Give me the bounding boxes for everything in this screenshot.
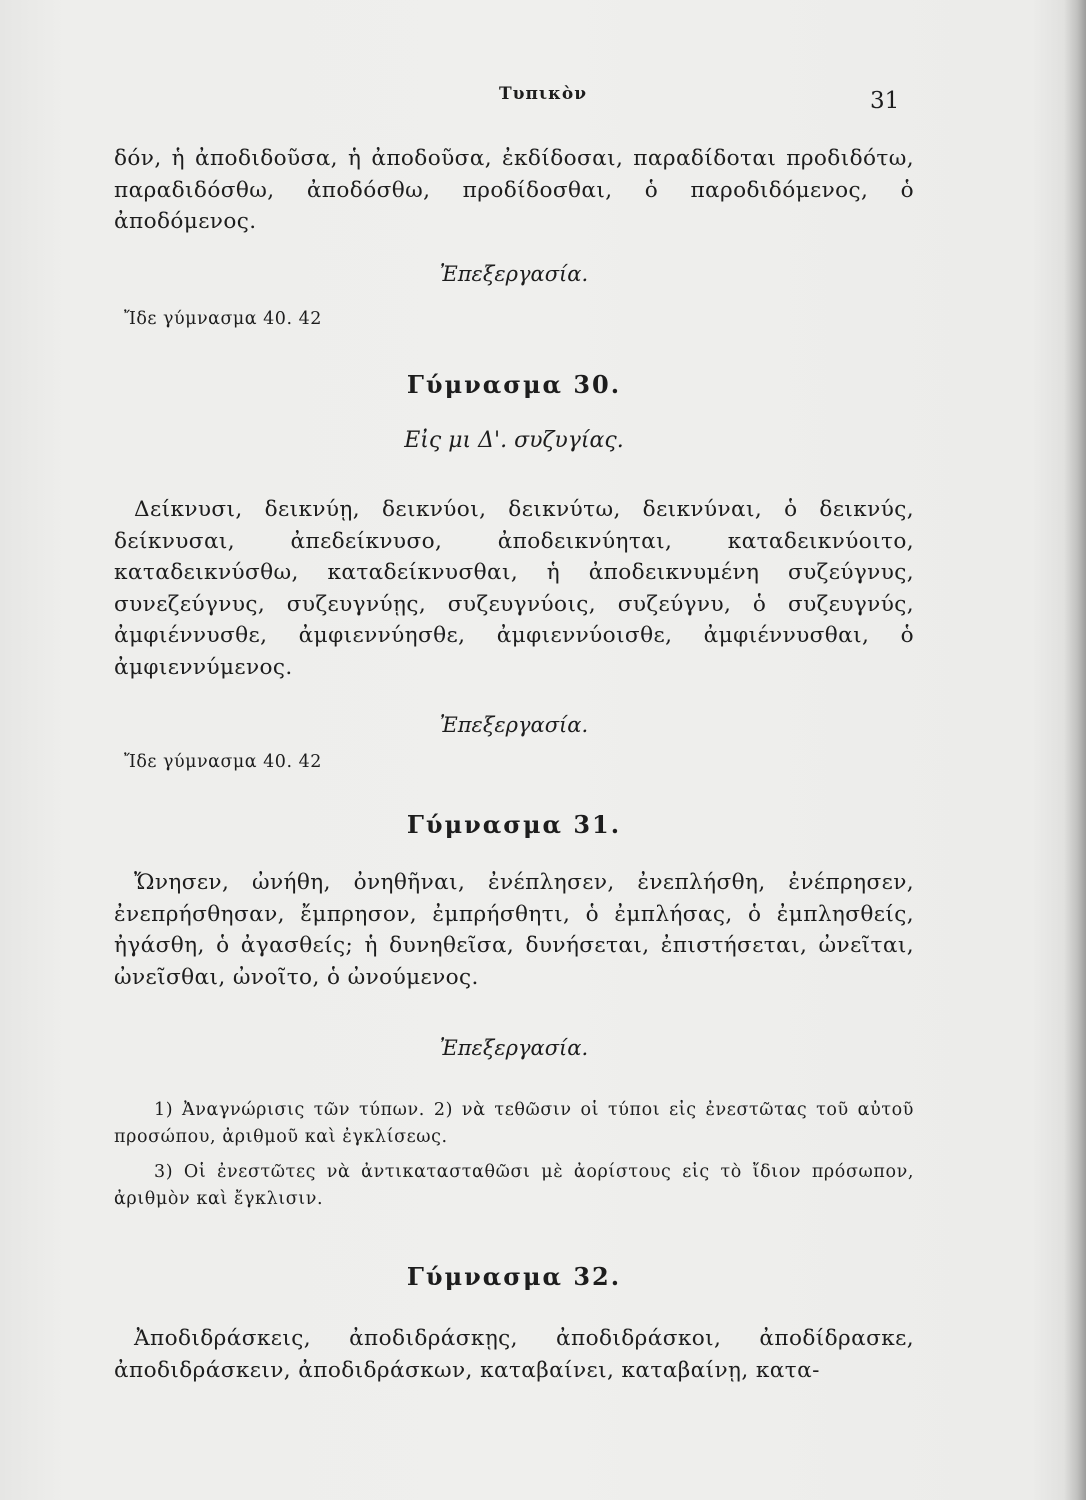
section-body: Δείκνυσι, δεικνύῃ, δεικνύοι, δεικνύτω, δεικνύναι, ὁ δεικνύς, δείκνυσαι, ἀπεδείκνυσο, ἀποδεικνύηται, καταδεικνύοιτο, καταδεικνύσθω, καταδείκνυσθαι, ἡ ἀποδεικνυμένη συζεύγνυς, συνεζεύγνυς, συζευγνύῃς, συζευγνύοις, συζεύγνυ, ὁ συζευγνύς, ἀμφιέννυσθε, ἀμφιεννύησθε, ἀμφιεννύοισθε, ἀμφιέννυσθαι, ὁ ἀμφιεννύμενος. xyxy=(114,497,914,680)
section-32-body-block xyxy=(114,1323,914,1386)
page-number: 31 xyxy=(870,88,900,114)
exercise-title: Ἐπεξεργασία. xyxy=(439,713,589,737)
section-30 xyxy=(114,370,914,399)
section-31-exercise xyxy=(114,1036,914,1060)
section-heading: Γύμνασμα 30. xyxy=(406,370,622,399)
section-heading: Γύμνασμα 31. xyxy=(406,810,622,839)
section-30-body-block xyxy=(114,494,914,683)
section-body: Ἀποδιδράσκεις, ἀποδιδράσκῃς, ἀποδιδράσκοι, ἀποδίδρασκε, ἀποδιδράσκειν, ἀποδιδράσκων, καταβαίνει, καταβαίνῃ, κατα- xyxy=(114,1326,914,1383)
section-30-subtitle-block xyxy=(114,428,914,453)
section-heading: Γύμνασμα 32. xyxy=(406,1262,622,1291)
exercise-note: 1) Ἀναγνώρισις τῶν τύπων. 2) νὰ τεθῶσιν οἱ τύποι εἰς ἐνεστῶτας τοῦ αὐτοῦ προσώπου, ἀριθμοῦ καὶ ἐγκλίσεως. xyxy=(114,1100,914,1147)
see-reference-text: Ἴδε γύμνασμα 40. 42 xyxy=(124,309,322,329)
section-30-see-reference xyxy=(114,752,914,772)
section-31-body-block xyxy=(114,867,914,993)
section-subtitle: Εἰς μι Δ'. συζυγίας. xyxy=(404,428,624,453)
exercise-title: Ἐπεξεργασία. xyxy=(439,262,589,286)
section-30-exercise xyxy=(114,713,914,737)
exercise-block-1 xyxy=(114,262,914,286)
section-31 xyxy=(114,810,914,839)
exercise-note: 3) Οἱ ἐνεστῶτες νὰ ἀντικατασταθῶσι μὲ ἀορίστους εἰς τὸ ἴδιον πρόσωπον, ἀριθμὸν καὶ ἔγκλισιν. xyxy=(114,1162,914,1209)
see-reference-text: Ἴδε γύμνασμα 40. 42 xyxy=(124,752,322,772)
page-edge-shadow xyxy=(1064,0,1086,1500)
continuation-paragraph xyxy=(114,143,914,238)
running-head: Τυπικὸν xyxy=(499,84,587,104)
section-31-notes xyxy=(114,1097,914,1213)
see-reference-1 xyxy=(114,309,914,329)
continuation-text: δόν, ἡ ἀποδιδοῦσα, ἡ ἀποδοῦσα, ἐκδίδοσαι, παραδίδοται προδιδότω, παραδιδόσθω, ἀποδόσθω, προδίδοσθαι, ὁ παροδιδόμενος, ὁ ἀποδόμενος. xyxy=(114,146,914,234)
section-body: Ὤνησεν, ὠνήθη, ὀνηθῆναι, ἐνέπλησεν, ἐνεπλήσθη, ἐνέπρησεν, ἐνεπρήσθησαν, ἔμπρησον, ἐμπρήσθητι, ὁ ἐμπλήσας, ὁ ἐμπλησθείς, ἠγάσθη, ὁ ἀγασθείς; ἡ δυνηθεῖσα, δυνήσεται, ἐπιστήσεται, ὠνεῖται, ὠνεῖσθαι, ὠνοῖτο, ὁ ὠνούμενος. xyxy=(114,870,914,990)
exercise-title: Ἐπεξεργασία. xyxy=(439,1036,589,1060)
section-32 xyxy=(114,1262,914,1291)
